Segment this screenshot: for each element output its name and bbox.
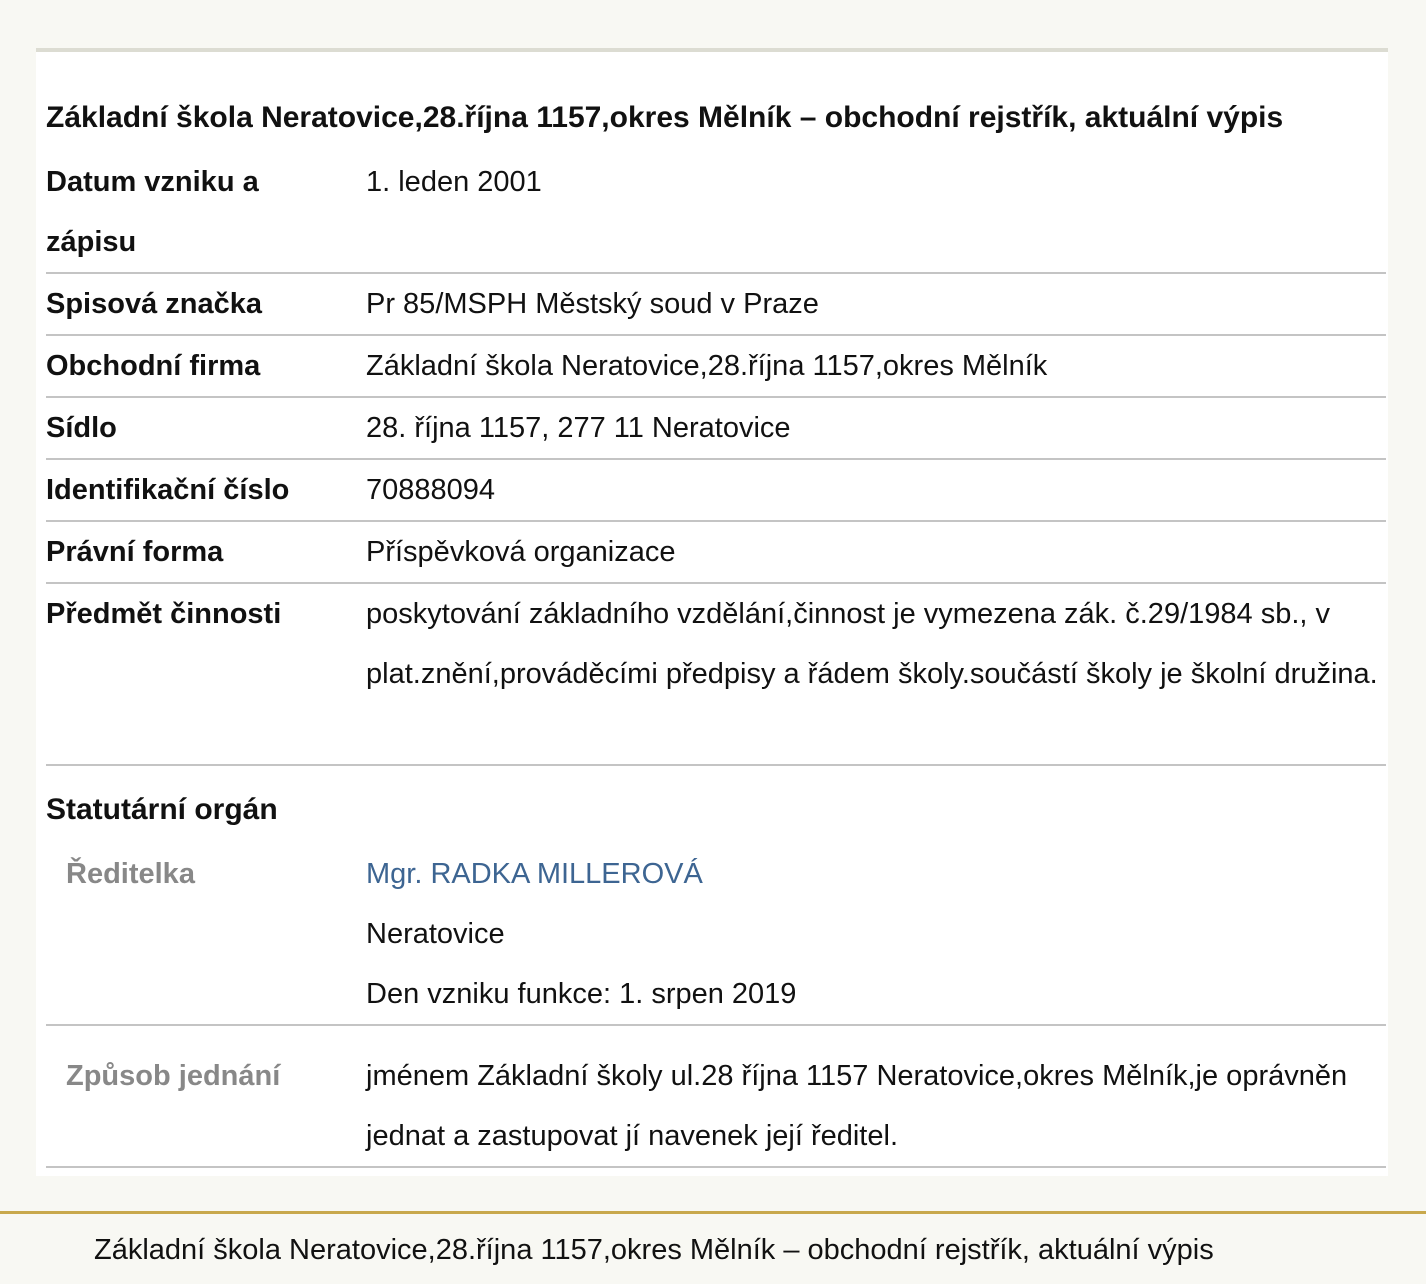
field-row-legal-form <box>46 522 1386 584</box>
field-value: 28. října 1157, 277 11 Neratovice <box>366 412 791 444</box>
conduct-label: Způsob jednání <box>66 1060 281 1092</box>
director-details <box>366 844 1386 1024</box>
director-city: Neratovice <box>366 918 505 950</box>
function-start-date: Den vzniku funkce: 1. srpen 2019 <box>366 978 797 1010</box>
field-value: Základní škola Neratovice,28.října 1157,okres Mělník <box>366 350 1048 382</box>
statutory-director-row <box>46 844 1386 1026</box>
field-row-file-number <box>46 274 1386 336</box>
field-value: Příspěvková organizace <box>366 536 676 568</box>
field-row-seat <box>46 398 1386 460</box>
conduct-value: jménem Základní školy ul.28 října 1157 Neratovice,okres Mělník,je oprávněn jednat a zastupovat jí navenek její ředitel. <box>366 1060 1348 1152</box>
field-row-business-name <box>46 336 1386 398</box>
statutory-body-heading: Statutární orgán <box>46 793 278 826</box>
field-value: poskytování základního vzdělání,činnost je vymezena zák. č.29/1984 sb., v plat.znění,prováděcími předpisy a řádem školy.součástí školy je školní družina. <box>366 598 1378 690</box>
field-label: Identifikační číslo <box>46 474 290 506</box>
page-title: Základní škola Neratovice,28.října 1157,okres Mělník – obchodní rejstřík, aktuální výpis <box>46 101 1284 134</box>
field-label: Spisová značka <box>46 288 262 320</box>
field-value: Pr 85/MSPH Městský soud v Praze <box>366 288 819 320</box>
field-label: Právní forma <box>46 536 224 568</box>
role-label: Ředitelka <box>66 858 195 890</box>
field-label: Obchodní firma <box>46 350 261 382</box>
footer-divider <box>0 1211 1426 1214</box>
field-row-business-activity <box>46 584 1386 766</box>
field-label: Předmět činnosti <box>46 598 282 630</box>
field-label: Datum vzniku a zápisu <box>46 166 259 258</box>
registry-extract-card <box>36 52 1388 1176</box>
footer-title: Základní škola Neratovice,28.října 1157,okres Mělník – obchodní rejstřík, aktuální výpis <box>94 1234 1214 1266</box>
field-value: 70888094 <box>366 474 496 506</box>
field-row-date-of-origin <box>46 152 1386 274</box>
conduct-row <box>46 1026 1386 1168</box>
director-name-link[interactable]: Mgr. RADKA MILLEROVÁ <box>366 858 703 890</box>
field-label: Sídlo <box>46 412 117 444</box>
field-value: 1. leden 2001 <box>366 166 542 198</box>
field-row-id-number <box>46 460 1386 522</box>
